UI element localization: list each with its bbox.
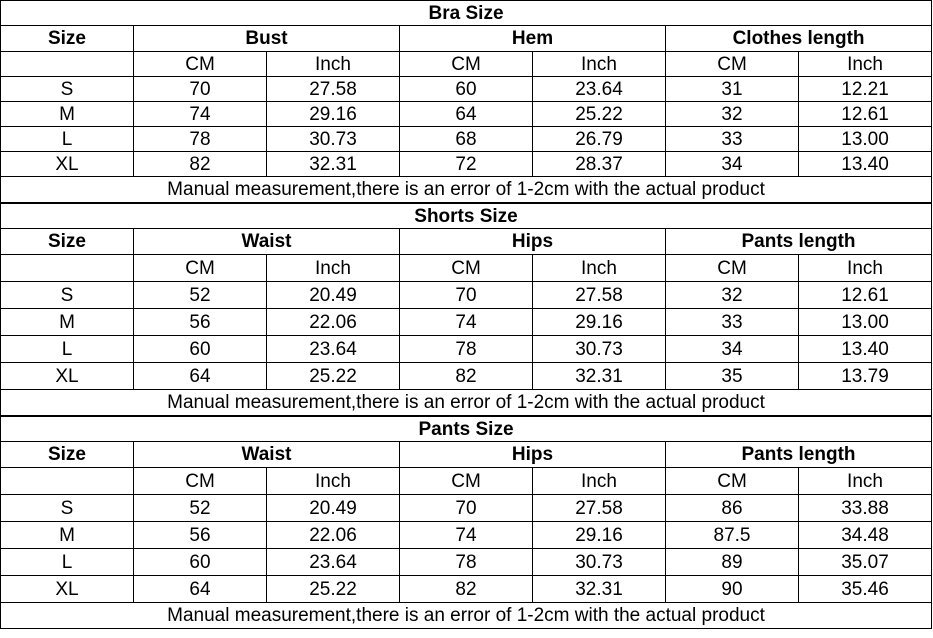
value-cell: 35.46	[799, 576, 932, 603]
value-cell: 32	[666, 102, 799, 127]
unit-cell: Inch	[799, 255, 932, 282]
size-cell: L	[1, 127, 134, 152]
value-cell: 34.48	[799, 522, 932, 549]
measure-header: Hem	[400, 26, 666, 52]
unit-cell	[1, 255, 134, 282]
table-row	[1, 363, 932, 390]
units-row	[1, 255, 932, 282]
value-cell: 74	[400, 309, 533, 336]
value-cell: 27.58	[533, 282, 666, 309]
value-cell: 20.49	[267, 495, 400, 522]
measure-header: Waist	[134, 442, 400, 468]
unit-cell: CM	[400, 255, 533, 282]
measure-header: Hips	[400, 229, 666, 255]
value-cell: 70	[400, 282, 533, 309]
pants-size-table	[0, 416, 932, 629]
size-header: Size	[1, 229, 134, 255]
unit-cell: Inch	[267, 468, 400, 495]
value-cell: 25.22	[267, 363, 400, 390]
value-cell: 52	[134, 282, 267, 309]
unit-cell: Inch	[799, 468, 932, 495]
unit-cell: Inch	[533, 255, 666, 282]
unit-cell: CM	[666, 468, 799, 495]
value-cell: 23.64	[533, 77, 666, 102]
measure-header: Hips	[400, 442, 666, 468]
value-cell: 78	[400, 336, 533, 363]
unit-cell: Inch	[533, 468, 666, 495]
size-cell: M	[1, 522, 134, 549]
unit-cell: Inch	[267, 52, 400, 77]
size-cell: L	[1, 549, 134, 576]
value-cell: 22.06	[267, 522, 400, 549]
value-cell: 87.5	[666, 522, 799, 549]
value-cell: 25.22	[533, 102, 666, 127]
value-cell: 82	[400, 363, 533, 390]
value-cell: 70	[134, 77, 267, 102]
value-cell: 72	[400, 152, 533, 177]
unit-cell: Inch	[533, 52, 666, 77]
value-cell: 25.22	[267, 576, 400, 603]
value-cell: 23.64	[267, 549, 400, 576]
table-title: Pants Size	[1, 417, 932, 442]
measure-header: Pants length	[666, 229, 932, 255]
unit-cell: CM	[134, 52, 267, 77]
units-row	[1, 468, 932, 495]
size-header: Size	[1, 26, 134, 52]
value-cell: 33	[666, 127, 799, 152]
size-cell: XL	[1, 576, 134, 603]
value-cell: 35.07	[799, 549, 932, 576]
value-cell: 90	[666, 576, 799, 603]
value-cell: 12.21	[799, 77, 932, 102]
value-cell: 12.61	[799, 282, 932, 309]
value-cell: 13.40	[799, 152, 932, 177]
value-cell: 30.73	[533, 549, 666, 576]
unit-cell: CM	[400, 52, 533, 77]
value-cell: 74	[400, 522, 533, 549]
measurement-note: Manual measurement,there is an error of 1-2cm with the actual product	[1, 603, 932, 629]
unit-cell	[1, 468, 134, 495]
value-cell: 70	[400, 495, 533, 522]
value-cell: 33.88	[799, 495, 932, 522]
value-cell: 13.00	[799, 309, 932, 336]
value-cell: 13.00	[799, 127, 932, 152]
size-cell: S	[1, 282, 134, 309]
value-cell: 34	[666, 152, 799, 177]
value-cell: 22.06	[267, 309, 400, 336]
value-cell: 35	[666, 363, 799, 390]
size-cell: S	[1, 77, 134, 102]
value-cell: 64	[400, 102, 533, 127]
unit-cell	[1, 52, 134, 77]
value-cell: 34	[666, 336, 799, 363]
unit-cell: CM	[666, 255, 799, 282]
value-cell: 31	[666, 77, 799, 102]
table-title: Shorts Size	[1, 204, 932, 229]
value-cell: 33	[666, 309, 799, 336]
unit-cell: CM	[134, 468, 267, 495]
value-cell: 60	[400, 77, 533, 102]
table-row	[1, 152, 932, 177]
value-cell: 52	[134, 495, 267, 522]
unit-cell: CM	[400, 468, 533, 495]
unit-cell: Inch	[267, 255, 400, 282]
value-cell: 32.31	[267, 152, 400, 177]
table-row	[1, 309, 932, 336]
size-cell: M	[1, 102, 134, 127]
table-row	[1, 77, 932, 102]
value-cell: 30.73	[267, 127, 400, 152]
unit-cell: Inch	[799, 52, 932, 77]
bra-size-table	[0, 0, 932, 203]
table-row	[1, 336, 932, 363]
measure-header: Clothes length	[666, 26, 932, 52]
value-cell: 12.61	[799, 102, 932, 127]
shorts-size-table	[0, 203, 932, 416]
value-cell: 30.73	[533, 336, 666, 363]
size-cell: M	[1, 309, 134, 336]
size-cell: XL	[1, 152, 134, 177]
value-cell: 27.58	[533, 495, 666, 522]
value-cell: 74	[134, 102, 267, 127]
value-cell: 28.37	[533, 152, 666, 177]
table-title: Bra Size	[1, 1, 932, 26]
value-cell: 82	[134, 152, 267, 177]
value-cell: 64	[134, 363, 267, 390]
value-cell: 89	[666, 549, 799, 576]
table-row	[1, 102, 932, 127]
unit-cell: CM	[666, 52, 799, 77]
value-cell: 32	[666, 282, 799, 309]
value-cell: 29.16	[533, 522, 666, 549]
value-cell: 68	[400, 127, 533, 152]
table-row	[1, 282, 932, 309]
unit-cell: CM	[134, 255, 267, 282]
value-cell: 56	[134, 522, 267, 549]
size-cell: XL	[1, 363, 134, 390]
value-cell: 20.49	[267, 282, 400, 309]
measure-header: Waist	[134, 229, 400, 255]
value-cell: 32.31	[533, 576, 666, 603]
value-cell: 13.79	[799, 363, 932, 390]
value-cell: 23.64	[267, 336, 400, 363]
measurement-note: Manual measurement,there is an error of 1-2cm with the actual product	[1, 177, 932, 203]
value-cell: 29.16	[533, 309, 666, 336]
table-row	[1, 576, 932, 603]
value-cell: 86	[666, 495, 799, 522]
measure-header: Bust	[134, 26, 400, 52]
table-row	[1, 522, 932, 549]
table-row	[1, 549, 932, 576]
units-row	[1, 52, 932, 77]
table-row	[1, 495, 932, 522]
value-cell: 26.79	[533, 127, 666, 152]
value-cell: 56	[134, 309, 267, 336]
value-cell: 78	[400, 549, 533, 576]
value-cell: 29.16	[267, 102, 400, 127]
size-cell: L	[1, 336, 134, 363]
value-cell: 78	[134, 127, 267, 152]
table-row	[1, 127, 932, 152]
value-cell: 60	[134, 549, 267, 576]
size-header: Size	[1, 442, 134, 468]
measurement-note: Manual measurement,there is an error of 1-2cm with the actual product	[1, 390, 932, 416]
value-cell: 64	[134, 576, 267, 603]
value-cell: 60	[134, 336, 267, 363]
value-cell: 13.40	[799, 336, 932, 363]
measure-header: Pants length	[666, 442, 932, 468]
value-cell: 32.31	[533, 363, 666, 390]
size-cell: S	[1, 495, 134, 522]
value-cell: 27.58	[267, 77, 400, 102]
value-cell: 82	[400, 576, 533, 603]
